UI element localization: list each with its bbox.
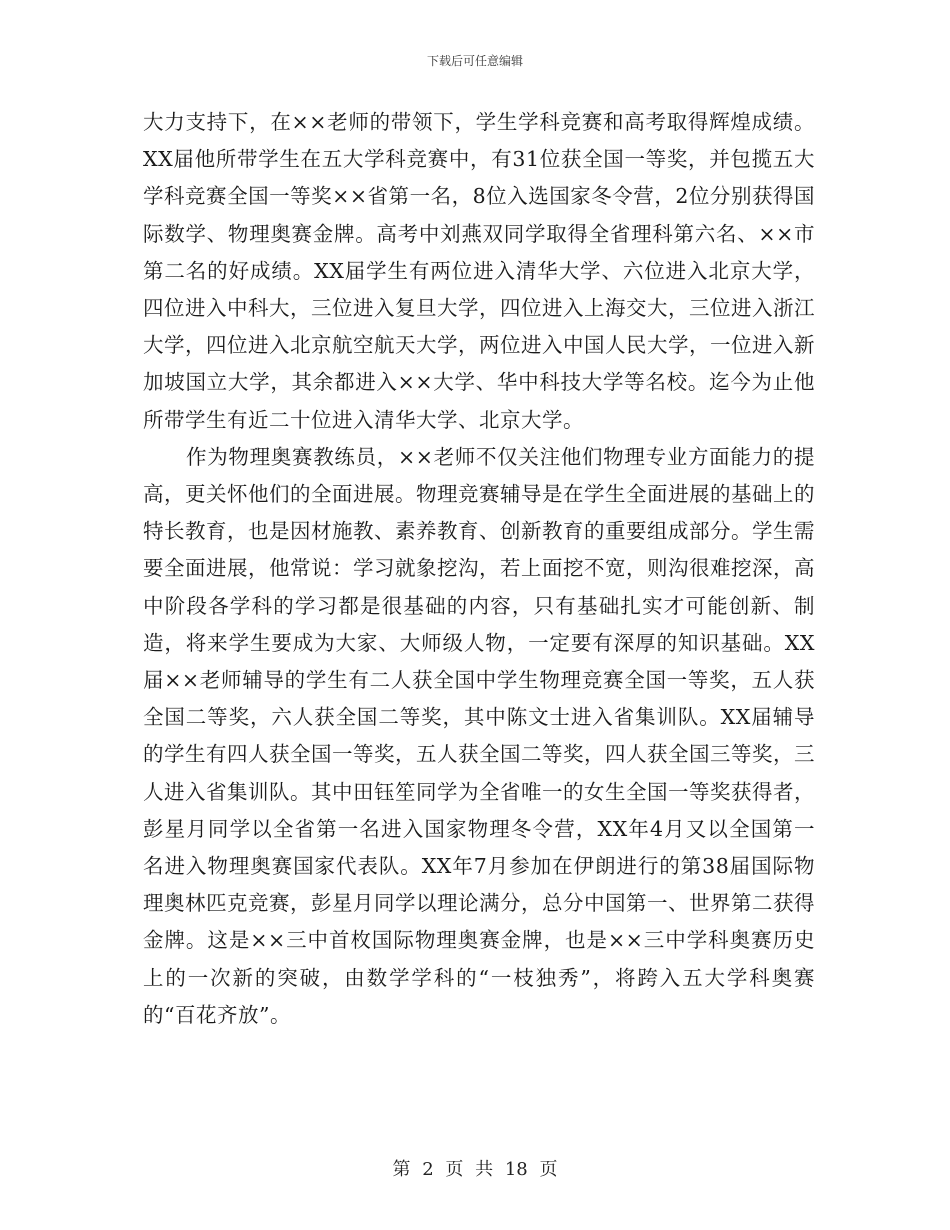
body-text xyxy=(143,104,815,1034)
paragraph-1: 大力支持下，在××老师的带领下，学生学科竞赛和高考取得辉煌成绩。XX届他所带学生在五大学科竞赛中，有31位获全国一等奖，并包揽五大学科竞赛全国一等奖××省第一名，8位入选国家冬令营，2位分别获得国际数学、物理奥赛金牌。高考中刘燕双同学取得全省理科第六名、××市第二名的好成绩。XX届学生有两位进入清华大学、六位进入北京大学，四位进入中科大，三位进入复旦大学，四位进入上海交大，三位进入浙江大学，四位进入北京航空航天大学，两位进入中国人民大学，一位进入新加坡国立大学，其余都进入××大学、华中科技大学等名校。迄今为止他所带学生有近二十位进入清华大学、北京大学。 xyxy=(143,110,815,432)
page-footer: 第 2 页 共 18 页 xyxy=(392,1159,558,1180)
page-header: 下载后可任意编辑 xyxy=(426,54,523,68)
paragraph-2: 作为物理奥赛教练员，××老师不仅关注他们物理专业方面能力的提高，更关怀他们的全面进展。物理竞赛辅导是在学生全面进展的基础上的特长教育，也是因材施教、素养教育、创新教育的重要组成部分。学生需要全面进展，他常说：学习就象挖沟，若上面挖不宽，则沟很难挖深，高中阶段各学科的学习都是很基础的内容，只有基础扎实才可能创新、制造，将来学生要成为大家、大师级人物，一定要有深厚的知识基础。XX届××老师辅导的学生有二人获全国中学生物理竞赛全国一等奖，五人获全国二等奖，六人获全国二等奖，其中陈文士进入省集训队。XX届辅导的学生有四人获全国一等奖，五人获全国二等奖，四人获全国三等奖，三人进入省集训队。其中田钰笙同学为全省唯一的女生全国一等奖获得者，彭星月同学以全省第一名进入国家物理冬令营，XX年4月又以全国第一名进入物理奥赛国家代表队。XX年7月参加在伊朗进行的第38届国际物理奥林匹克竞赛，彭星月同学以理论满分，总分中国第一、世界第二获得金牌。这是××三中首枚国际物理奥赛金牌，也是××三中学科奥赛历史上的一次新的突破，由数学学科的“一枝独秀”，将跨入五大学科奥赛的“百花齐放”。 xyxy=(143,444,815,1027)
